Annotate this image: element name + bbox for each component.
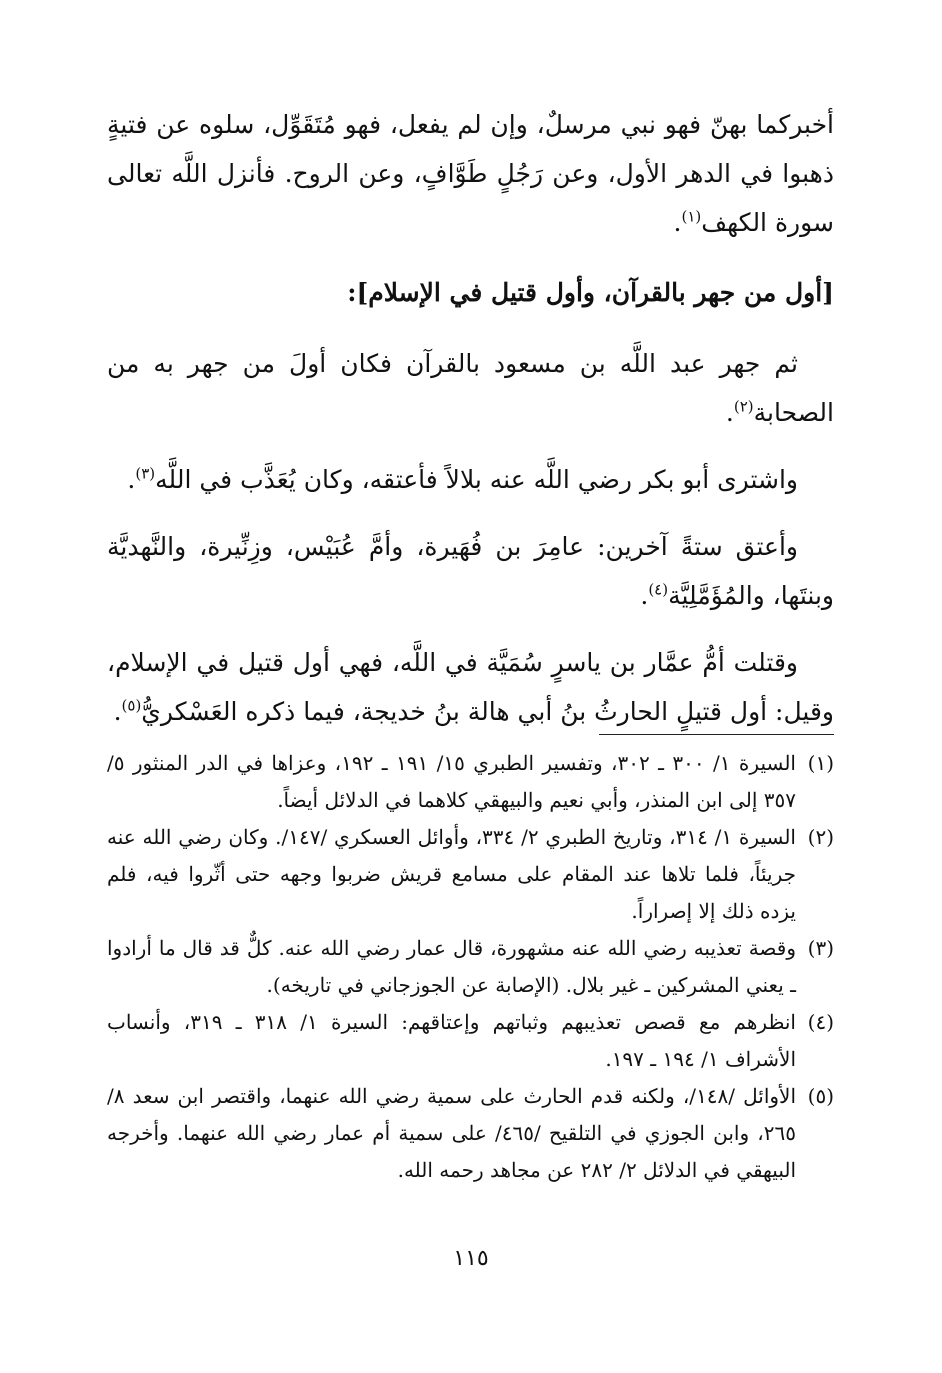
paragraph-3 (107, 455, 834, 504)
paragraph-5-text: وقتلت أمُّ عمَّار بن ياسرٍ سُمَيَّة في اللَّه، فهي أول قتيل في الإسلام، وقيل: أول قتيلٍ الحارثُ بنُ أبي هالة بنُ خديجة، فيما ذكره العَسْكريُّ (107, 648, 834, 726)
paragraph-3-text: واشترى أبو بكر رضي اللَّه عنه بلالاً فأعتقه، وكان يُعَذَّب في اللَّه (155, 465, 798, 494)
footnote-ref-1: (١) (681, 207, 702, 226)
footnote-ref-2: (٢) (733, 397, 754, 416)
footnote-number: (١) (807, 751, 834, 775)
paragraph-2-end: . (725, 398, 734, 427)
footnote-number: (٤) (807, 1010, 834, 1034)
footnote-text: الأوائل /١٤٨/، ولكنه قدم الحارث على سمية رضي الله عنهما، واقتصر ابن سعد ٨/ ٢٦٥، وابن الجوزي في التلقيح /٤٦٥/ على سمية أم عمار رضي الله عنهما. وأخرجه البيهقي في الدلائل ٢/ ٢٨٢ عن مجاهد رحمه الله. (107, 1084, 796, 1182)
page-number: ١١٥ (453, 1246, 489, 1271)
footnote-ref-5: (٥) (121, 696, 142, 715)
paragraph-1-end: . (673, 208, 682, 237)
footnote-text: السيرة ١/ ٣١٤، وتاريخ الطبري ٢/ ٣٣٤، وأوائل العسكري /١٤٧/. وكان رضي الله عنه جريئاً، فلما تلاها عند المقام على مسامع قريش ضربوا وجهه حتى أثّروا فيه، فلم يزده ذلك إلا إصراراً. (107, 825, 796, 923)
footnote-text: انظرهم مع قصص تعذيبهم وثباتهم وإعتاقهم: السيرة ١/ ٣١٨ ـ ٣١٩، وأنساب الأشراف ١/ ١٩٤ ـ ١٩٧. (107, 1010, 796, 1071)
paragraph-4-end: . (640, 581, 649, 610)
footnotes (107, 745, 834, 1189)
footnote-ref-4: (٤) (648, 580, 669, 599)
paragraph-1-text: أخبركما بهنّ فهو نبي مرسلٌ، وإن لم يفعل، فهو مُتَقَوِّل، سلوه عن فتيةٍ ذهبوا في الدهر الأول، وعن رَجُلٍ طَوَّافٍ، وعن الروح. فأنزل اللَّه تعالى سورة الكهف (107, 110, 834, 237)
paragraph-2 (107, 339, 834, 437)
footnote-text: وقصة تعذيبه رضي الله عنه مشهورة، قال عمار رضي الله عنه. كلٌّ قد قال ما أرادوا ـ يعني المشركين ـ غير بلال. (الإصابة عن الجوزجاني في تاريخه). (107, 936, 796, 997)
footnote-separator (599, 734, 834, 735)
footnote-number: (٢) (807, 825, 834, 849)
footnote-number: (٣) (807, 936, 834, 960)
footnote-4 (107, 1004, 834, 1078)
main-text (107, 100, 834, 736)
paragraph-4 (107, 522, 834, 620)
footnote-number: (٥) (807, 1084, 834, 1108)
footnote-2 (107, 819, 834, 930)
paragraph-3-end: . (127, 465, 136, 494)
section-heading: [أول من جهر بالقرآن، وأول قتيل في الإسلام]: (347, 278, 834, 307)
footnote-ref-3: (٣) (135, 464, 156, 483)
paragraph-5-end: . (113, 697, 122, 726)
paragraph-2-text: ثم جهر عبد اللَّه بن مسعود بالقرآن فكان أولَ من جهر به من الصحابة (107, 349, 834, 427)
paragraph-4-text: وأعتق ستةً آخرين: عامِرَ بن فُهَيرة، وأمَّ عُبَيْس، وزِنِّيرة، والنَّهديَّة وبنتَها، والمُؤَمَّلِيَّة (107, 532, 834, 610)
footnote-text: السيرة ١/ ٣٠٠ ـ ٣٠٢، وتفسير الطبري ١٥/ ١٩١ ـ ١٩٢، وعزاها في الدر المنثور ٥/ ٣٥٧ إلى ابن المنذر، وأبي نعيم والبيهقي كلاهما في الدلائل أيضاً. (107, 751, 796, 812)
footnote-1 (107, 745, 834, 819)
footnote-3 (107, 930, 834, 1004)
paragraph-1 (107, 100, 834, 247)
paragraph-5 (107, 638, 834, 736)
footnote-5 (107, 1078, 834, 1189)
